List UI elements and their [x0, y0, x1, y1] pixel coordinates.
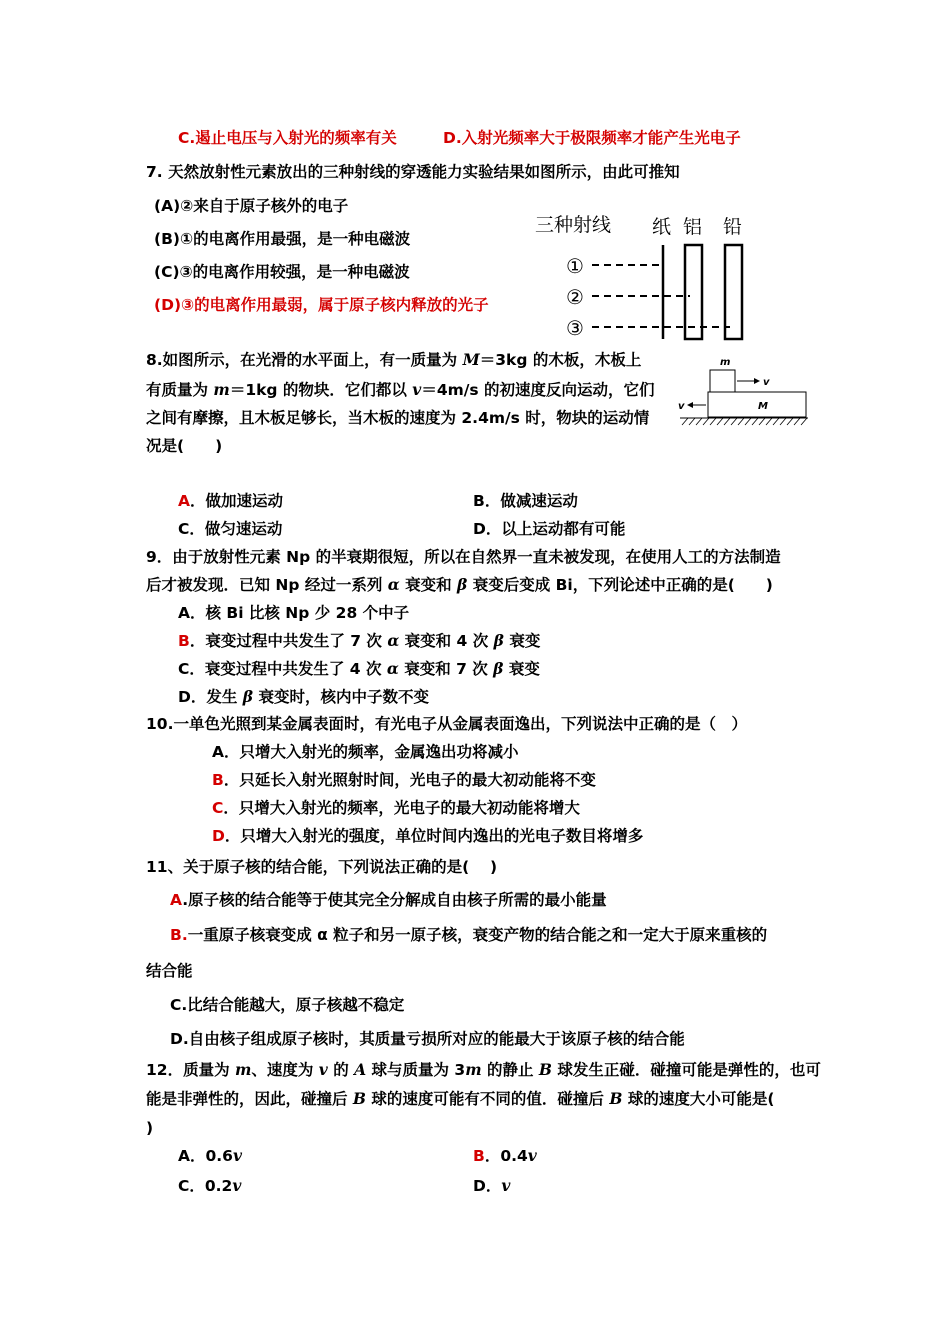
q8-line4: 况是( ): [146, 437, 223, 455]
q8-option-b: B．做减速运动: [473, 492, 578, 510]
q12-line2: 能是非弹性的，因此，碰撞后 B 球的速度可能有不同的值．碰撞后 B 球的速度大小可能是(: [146, 1089, 775, 1108]
q11-option-c: C.比结合能越大，原子核越不稳定: [170, 996, 405, 1014]
q10-option-a: A．只增大入射光的频率，金属逸出功将减小: [212, 743, 519, 761]
q7-option-a: (A)②来自于原子核外的电子: [154, 197, 349, 215]
q8-option-d: D．以上运动都有可能: [473, 520, 626, 538]
q7-lead-plate: [725, 245, 742, 339]
q9-option-c: C．衰变过程中共发生了 4 次 α 衰变和 7 次 β 衰变: [178, 659, 540, 678]
q11-option-b: B.一重原子核衰变成 α 粒子和另一原子核，衰变产物的结合能之和一定大于原来重核的: [170, 926, 768, 944]
q8-figure-v2: v: [678, 401, 685, 412]
q8-figure-m: m: [720, 357, 731, 368]
q7-figure-ray2: ②: [566, 285, 584, 309]
q7-figure-ray1: ①: [566, 254, 584, 278]
q12-option-a: A．0.6v: [178, 1146, 242, 1165]
q6-option-c: C.遏止电压与入射光的频率有关: [178, 129, 397, 147]
q7-aluminium-plate: [685, 245, 702, 339]
q8-option-a: A．做加速运动: [178, 492, 284, 510]
q8-line3: 之间有摩擦，且木板足够长，当木板的速度为 2.4m/s 时，物块的运动情: [146, 409, 650, 427]
q12-line3: ): [146, 1119, 154, 1137]
q7-stem: 7. 天然放射性元素放出的三种射线的穿透能力实验结果如图所示，由此可推知: [146, 163, 680, 181]
q8-board-figure: [672, 352, 812, 432]
q9-line2: 后才被发现．已知 Np 经过一系列 α 衰变和 β 衰变后变成 Bi，下列论述中正确的是( ): [146, 575, 773, 594]
q7-option-c: (C)③的电离作用较强，是一种电磁波: [154, 263, 410, 281]
q8-figure-M: M: [758, 401, 768, 412]
q9-option-d: D．发生 β 衰变时，核内中子数不变: [178, 687, 429, 706]
q11-stem: 11、关于原子核的结合能，下列说法正确的是( ): [146, 858, 498, 876]
q11-option-d: D.自由核子组成原子核时，其质量亏损所对应的能最大于该原子核的结合能: [170, 1030, 685, 1048]
q8-figure-v1: v: [763, 377, 770, 388]
q10-option-d: D．只增大入射光的强度，单位时间内逸出的光电子数目将增多: [212, 827, 644, 845]
q10-stem: 10.一单色光照到某金属表面时，有光电子从金属表面逸出，下列说法中正确的是（ ）: [146, 715, 747, 733]
q11-option-a: A.原子核的结合能等于使其完全分解成自由核子所需的最小能量: [170, 891, 607, 909]
q9-option-a: A．核 Bi 比核 Np 少 28 个中子: [178, 604, 410, 622]
q7-figure-al: 铝: [683, 216, 703, 238]
q8-board: [708, 392, 806, 417]
q9-line1: 9．由于放射性元素 Np 的半衰期很短，所以在自然界一直未被发现，在使用人工的方法制造: [146, 548, 781, 566]
q7-figure-paper: 纸: [652, 216, 672, 238]
q12-option-b: B．0.4v: [473, 1146, 537, 1165]
q8-line1: 8.如图所示，在光滑的水平面上，有一质量为 M＝3kg 的木板，木板上: [146, 350, 642, 369]
q9-option-b: B．衰变过程中共发生了 7 次 α 衰变和 4 次 β 衰变: [178, 631, 541, 650]
q8-line2: 有质量为 m＝1kg 的物块．它们都以 v＝4m/s 的初速度反向运动，它们: [146, 380, 655, 399]
q7-figure-ray3: ③: [566, 316, 584, 340]
q8-block: [710, 370, 735, 392]
q6-option-d: D.入射光频率大于极限频率才能产生光电子: [443, 129, 741, 147]
q11-option-b-continued: 结合能: [146, 962, 193, 980]
q10-option-b: B．只延长入射光照射时间，光电子的最大初动能将不变: [212, 771, 596, 789]
q7-radiation-figure: [530, 205, 760, 345]
q10-option-c: C．只增大入射光的频率，光电子的最大初动能将增大: [212, 799, 580, 817]
q7-figure-pb: 铅: [723, 216, 743, 238]
q7-option-d: (D)③的电离作用最弱，属于原子核内释放的光子: [154, 296, 489, 314]
q12-option-c: C．0.2v: [178, 1176, 242, 1195]
q12-option-d: D．v: [473, 1176, 511, 1195]
q7-figure-title: 三种射线: [535, 214, 612, 236]
q12-line1: 12．质量为 m、速度为 v 的 A 球与质量为 3m 的静止 B 球发生正碰．碰撞可能是弹性的，也可: [146, 1060, 821, 1079]
q8-option-c: C．做匀速运动: [178, 520, 283, 538]
q7-option-b: (B)①的电离作用最强，是一种电磁波: [154, 230, 411, 248]
